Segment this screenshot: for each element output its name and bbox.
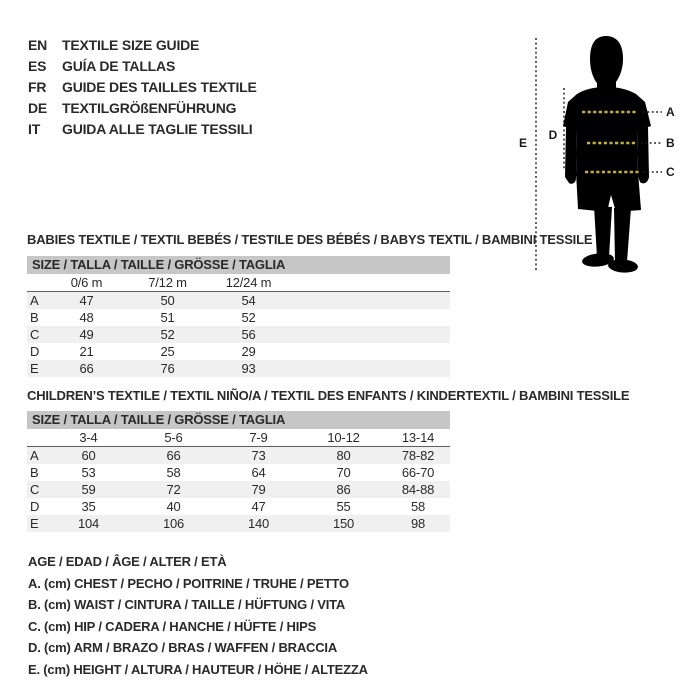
language-title: TEXTILGRÖßENFÜHRUNG <box>62 100 237 116</box>
column-header: 12/24 m <box>225 275 272 290</box>
babies-table-section <box>27 232 593 377</box>
language-title-row <box>28 35 257 56</box>
table-cell: 40 <box>166 499 181 514</box>
column-header: 13-14 <box>401 430 435 445</box>
label-d: D <box>548 128 558 142</box>
language-title-row <box>28 56 257 77</box>
row-label: C <box>30 482 40 497</box>
children-table-section <box>27 388 630 532</box>
table-cell: 56 <box>241 327 256 342</box>
legend-item: E. (cm) HEIGHT / ALTURA / HAUTEUR / HÖHE / ALTEZZA <box>28 661 368 677</box>
table-cell: 60 <box>81 448 96 463</box>
table-cell: 79 <box>251 482 266 497</box>
table-row <box>27 360 450 377</box>
table-row <box>27 481 450 498</box>
table-row <box>27 498 450 515</box>
row-label: B <box>30 465 39 480</box>
table-row <box>27 464 450 481</box>
column-header: 10-12 <box>327 430 360 445</box>
table-cell: 29 <box>241 344 256 359</box>
row-label: B <box>30 310 39 325</box>
table-cell: 50 <box>160 293 175 308</box>
table-cell: 86 <box>336 482 351 497</box>
table-cell: 84-88 <box>401 482 435 497</box>
children-column-header-row <box>27 429 450 447</box>
column-header-blank <box>27 274 46 291</box>
table-row <box>27 292 450 309</box>
table-cell: 58 <box>410 499 426 514</box>
label-e: E <box>518 136 528 150</box>
legend-age-line: AGE / EDAD / ÂGE / ALTER / ETÀ <box>28 554 227 569</box>
children-table-rows <box>27 447 450 532</box>
babies-table-rows <box>27 292 450 377</box>
measurement-legend <box>28 551 368 681</box>
language-title-row <box>28 98 257 119</box>
babies-size-header-bar: SIZE / TALLA / TAILLE / GRÖSSE / TAGLIA <box>27 256 450 274</box>
row-label: E <box>30 516 39 531</box>
children-size-header-bar: SIZE / TALLA / TAILLE / GRÖSSE / TAGLIA <box>27 411 450 429</box>
language-code: IT <box>28 121 41 137</box>
language-code: ES <box>28 58 47 74</box>
table-cell: 72 <box>166 482 181 497</box>
table-cell: 140 <box>247 516 270 531</box>
table-cell: 66 <box>166 448 181 463</box>
column-header: 7-9 <box>249 430 268 445</box>
table-cell: 70 <box>336 465 351 480</box>
legend-item: D. (cm) ARM / BRAZO / BRAS / WAFFEN / BRACCIA <box>28 640 338 656</box>
language-code: DE <box>28 100 48 116</box>
table-cell: 55 <box>336 499 351 514</box>
table-cell: 80 <box>336 448 351 463</box>
legend-item-list <box>28 573 368 681</box>
table-cell: 51 <box>160 310 175 325</box>
table-cell: 66 <box>79 361 94 376</box>
language-code: FR <box>28 79 47 95</box>
table-cell: 64 <box>251 465 266 480</box>
table-cell: 52 <box>160 327 175 342</box>
language-code: EN <box>28 37 48 53</box>
label-b: B <box>666 136 675 150</box>
language-title-row <box>28 77 257 98</box>
table-cell: 66-70 <box>401 465 435 480</box>
table-cell: 106 <box>162 516 185 531</box>
table-cell: 47 <box>251 499 266 514</box>
table-row <box>27 343 450 360</box>
babies-table-title: BABIES TEXTILE / TEXTIL BEBÉS / TESTILE DES BÉBÉS / BABYS TEXTIL / BAMBINI TESSILE <box>27 232 593 247</box>
legend-item: A. (cm) CHEST / PECHO / POITRINE / TRUHE / PETTO <box>28 575 349 591</box>
row-label: E <box>30 361 39 376</box>
table-cell: 78-82 <box>401 448 435 463</box>
column-header: 3-4 <box>79 430 98 445</box>
table-cell: 54 <box>241 293 256 308</box>
legend-item: C. (cm) HIP / CADERA / HANCHE / HÜFTE / HIPS <box>28 618 317 634</box>
table-cell: 35 <box>81 499 96 514</box>
table-cell: 52 <box>241 310 256 325</box>
table-cell: 150 <box>332 516 355 531</box>
table-cell: 98 <box>410 516 426 531</box>
table-row <box>27 326 450 343</box>
row-label: D <box>30 499 40 514</box>
table-row <box>27 309 450 326</box>
column-header-blank <box>27 429 46 446</box>
table-cell: 49 <box>79 327 94 342</box>
table-cell: 73 <box>251 448 266 463</box>
language-title: TEXTILE SIZE GUIDE <box>62 37 200 53</box>
table-cell: 25 <box>160 344 175 359</box>
label-a: A <box>666 105 675 119</box>
language-title: GUIDA ALLE TAGLIE TESSILI <box>62 121 253 137</box>
language-title-list <box>28 35 257 140</box>
table-row <box>27 515 450 532</box>
column-header: 7/12 m <box>148 275 187 290</box>
row-label: A <box>30 293 39 308</box>
column-header: 0/6 m <box>70 275 103 290</box>
table-cell: 21 <box>79 344 94 359</box>
babies-column-header-row <box>27 274 450 292</box>
legend-item: B. (cm) WAIST / CINTURA / TAILLE / HÜFTUNG / VITA <box>28 597 346 613</box>
language-title: GUIDE DES TAILLES TEXTILE <box>62 79 257 95</box>
table-cell: 53 <box>81 465 96 480</box>
row-label: A <box>30 448 39 463</box>
table-cell: 47 <box>79 293 94 308</box>
table-cell: 59 <box>81 482 96 497</box>
table-cell: 104 <box>77 516 100 531</box>
table-cell: 76 <box>160 361 175 376</box>
children-table-title: CHILDREN’S TEXTILE / TEXTIL NIÑO/A / TEXTIL DES ENFANTS / KINDERTEXTIL / BAMBINI TESSILE <box>27 388 630 403</box>
language-title: GUÍA DE TALLAS <box>62 58 176 74</box>
table-cell: 58 <box>166 465 181 480</box>
row-label: D <box>30 344 40 359</box>
row-label: C <box>30 327 40 342</box>
table-row <box>27 447 450 464</box>
language-title-row <box>28 119 257 140</box>
table-cell: 48 <box>79 310 94 325</box>
column-header: 5-6 <box>164 430 183 445</box>
table-cell: 93 <box>241 361 256 376</box>
label-c: C <box>666 165 675 179</box>
